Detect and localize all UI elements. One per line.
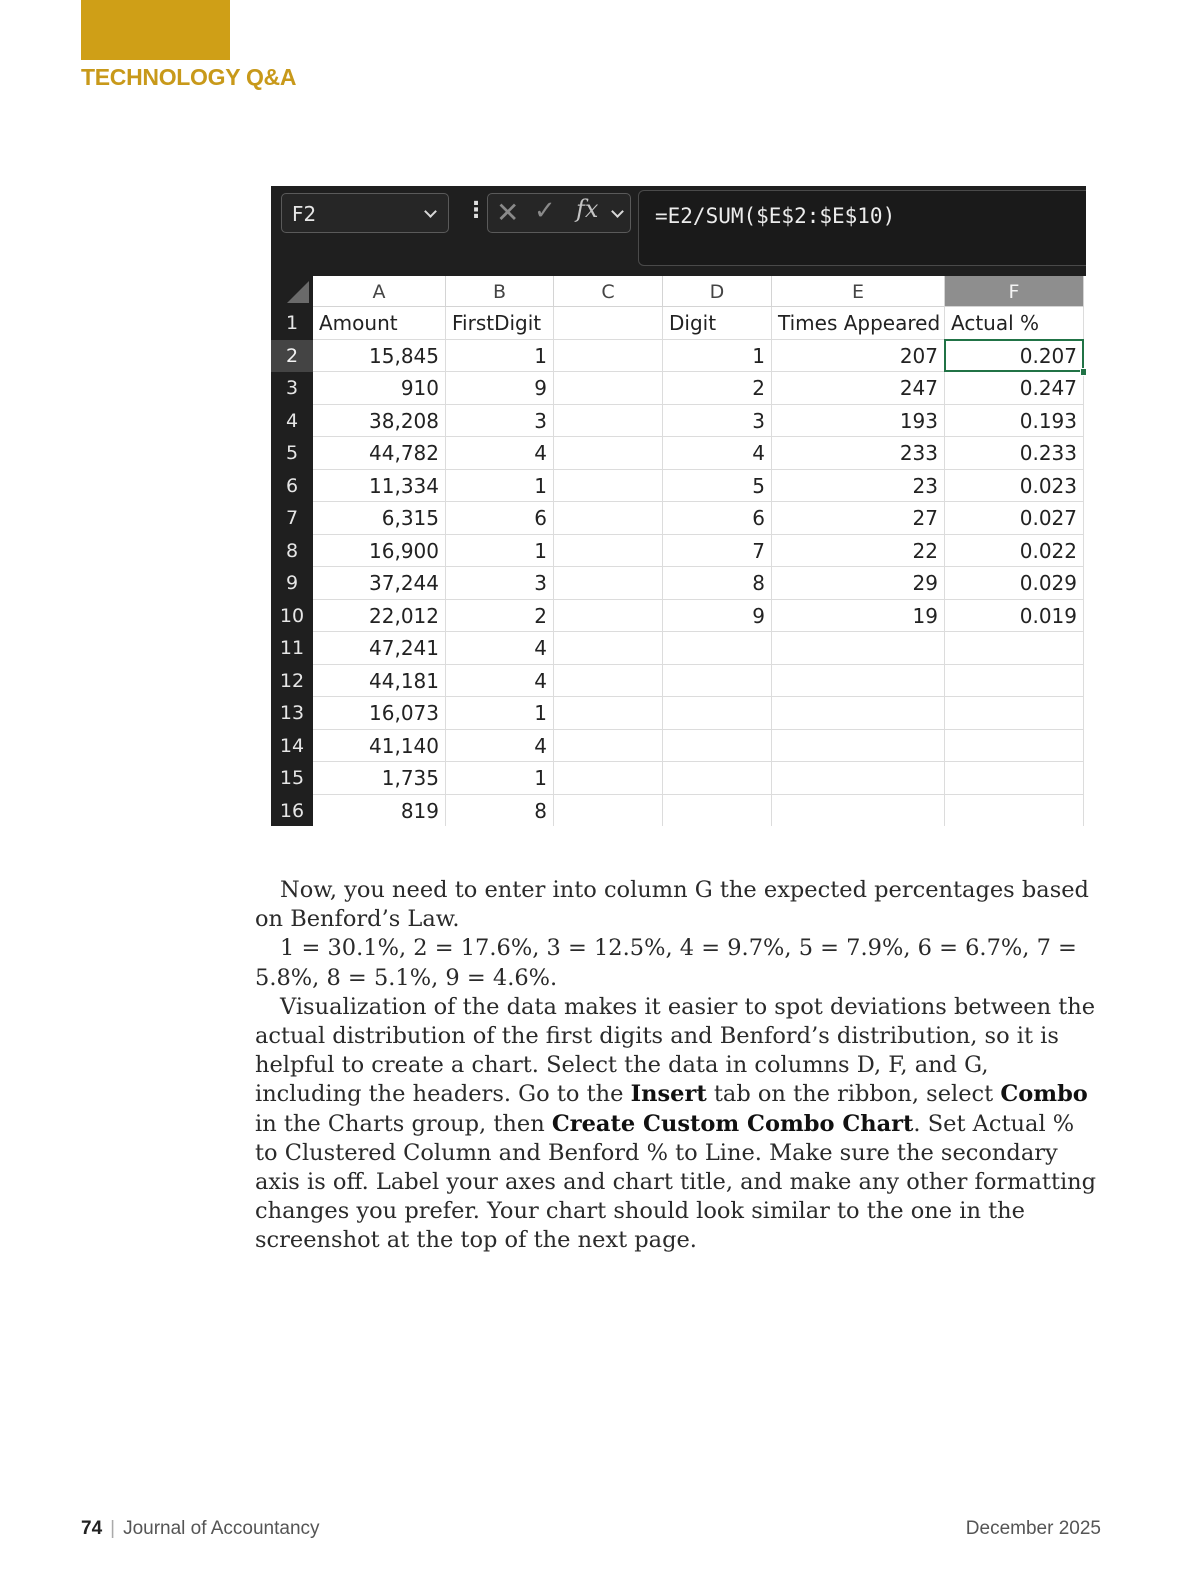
- header-cell[interactable]: FirstDigit: [446, 307, 554, 340]
- table-cell[interactable]: 5: [663, 470, 772, 503]
- row-header[interactable]: 16: [271, 795, 313, 827]
- column-header-a[interactable]: A: [313, 276, 446, 307]
- row-header[interactable]: 8: [271, 535, 313, 568]
- header-cell[interactable]: Digit: [663, 307, 772, 340]
- table-cell[interactable]: [554, 762, 663, 795]
- table-cell[interactable]: 1: [446, 470, 554, 503]
- table-cell[interactable]: [554, 535, 663, 568]
- table-cell[interactable]: [663, 665, 772, 698]
- table-cell[interactable]: 1: [663, 340, 772, 373]
- table-cell[interactable]: 1: [446, 340, 554, 373]
- table-cell[interactable]: 4: [446, 632, 554, 665]
- table-cell[interactable]: 1,735: [313, 762, 446, 795]
- footer-separator: |: [110, 1518, 116, 1539]
- bold-term: Create Custom Combo Chart: [551, 1110, 914, 1137]
- table-cell[interactable]: [663, 730, 772, 763]
- table-cell[interactable]: 8: [663, 567, 772, 600]
- footer-left: [81, 1518, 320, 1540]
- name-box[interactable]: [281, 193, 449, 233]
- table-cell[interactable]: 16,900: [313, 535, 446, 568]
- table-cell[interactable]: 1: [446, 535, 554, 568]
- spreadsheet-grid: [271, 276, 1086, 826]
- table-cell[interactable]: 207: [772, 340, 945, 373]
- table-cell[interactable]: 6: [446, 502, 554, 535]
- table-cell[interactable]: [554, 730, 663, 763]
- table-cell[interactable]: 8: [446, 795, 554, 827]
- table-cell[interactable]: [772, 632, 945, 665]
- table-cell[interactable]: 1: [446, 762, 554, 795]
- select-all-button[interactable]: [271, 276, 313, 307]
- row-header[interactable]: 12: [271, 665, 313, 698]
- table-cell[interactable]: [772, 795, 945, 827]
- table-cell[interactable]: [772, 665, 945, 698]
- header-cell[interactable]: Times Appeared: [772, 307, 945, 340]
- text-run: tab on the ribbon, select: [706, 1081, 1001, 1108]
- column-header-d[interactable]: D: [663, 276, 772, 307]
- column-header-f[interactable]: F: [945, 276, 1084, 307]
- page-number: 74: [81, 1518, 103, 1539]
- table-cell[interactable]: 41,140: [313, 730, 446, 763]
- table-cell[interactable]: [945, 697, 1084, 730]
- publication-name: Journal of Accountancy: [123, 1518, 320, 1539]
- table-cell[interactable]: [554, 372, 663, 405]
- row-header[interactable]: 3: [271, 372, 313, 405]
- table-cell[interactable]: 3: [663, 405, 772, 438]
- row-header[interactable]: 15: [271, 762, 313, 795]
- header-cell[interactable]: Amount: [313, 307, 446, 340]
- paragraph: Now, you need to enter into column G the expected percentages based on Benford’s Law.: [255, 877, 1089, 933]
- column-header-c[interactable]: C: [554, 276, 663, 307]
- formula-controls: [487, 193, 631, 233]
- table-cell[interactable]: 0.207: [945, 340, 1084, 373]
- table-cell[interactable]: 7: [663, 535, 772, 568]
- table-cell[interactable]: 4: [446, 730, 554, 763]
- row-header[interactable]: 5: [271, 437, 313, 470]
- table-cell[interactable]: 0.029: [945, 567, 1084, 600]
- table-cell[interactable]: [554, 665, 663, 698]
- row-header[interactable]: 4: [271, 405, 313, 438]
- bold-term: Insert: [630, 1081, 707, 1108]
- table-cell[interactable]: 9: [446, 372, 554, 405]
- row-header[interactable]: 14: [271, 730, 313, 763]
- formula-bar: [271, 186, 1086, 276]
- table-cell[interactable]: [663, 762, 772, 795]
- table-cell[interactable]: 44,181: [313, 665, 446, 698]
- table-cell[interactable]: 29: [772, 567, 945, 600]
- table-cell[interactable]: 0.233: [945, 437, 1084, 470]
- table-cell[interactable]: 4: [446, 665, 554, 698]
- paragraph: 1 = 30.1%, 2 = 17.6%, 3 = 12.5%, 4 = 9.7%, 5 = 7.9%, 6 = 6.7%, 7 = 5.8%, 8 = 5.1%, 9 = 4.6%.: [255, 935, 1077, 991]
- table-cell[interactable]: [945, 632, 1084, 665]
- cancel-icon[interactable]: ✕: [496, 196, 520, 229]
- table-cell[interactable]: [554, 567, 663, 600]
- article-body: [255, 876, 1100, 1256]
- table-cell[interactable]: 37,244: [313, 567, 446, 600]
- table-cell[interactable]: 0.023: [945, 470, 1084, 503]
- table-cell[interactable]: [554, 795, 663, 827]
- table-cell[interactable]: [554, 470, 663, 503]
- section-label: TECHNOLOGY Q&A: [81, 64, 297, 90]
- table-cell[interactable]: 0.193: [945, 405, 1084, 438]
- table-cell[interactable]: 2: [663, 372, 772, 405]
- table-cell[interactable]: [772, 697, 945, 730]
- column-header-b[interactable]: B: [446, 276, 554, 307]
- chevron-down-icon[interactable]: [611, 205, 624, 218]
- table-cell[interactable]: 6,315: [313, 502, 446, 535]
- row-header[interactable]: 1: [271, 307, 313, 340]
- table-cell[interactable]: [945, 795, 1084, 827]
- table-cell[interactable]: 193: [772, 405, 945, 438]
- fill-handle[interactable]: [1080, 368, 1086, 376]
- table-cell[interactable]: [554, 405, 663, 438]
- issue-date: December 2025: [965, 1518, 1101, 1539]
- enter-check-icon[interactable]: ✓: [534, 196, 556, 226]
- table-cell[interactable]: 9: [663, 600, 772, 633]
- formula-input[interactable]: [638, 190, 1086, 266]
- row-header[interactable]: 2: [271, 340, 313, 373]
- table-cell[interactable]: 47,241: [313, 632, 446, 665]
- active-cell-outline: [944, 339, 1084, 373]
- table-cell[interactable]: [945, 665, 1084, 698]
- table-cell[interactable]: [554, 437, 663, 470]
- table-cell[interactable]: [772, 762, 945, 795]
- row-header[interactable]: 10: [271, 600, 313, 633]
- column-header-e[interactable]: E: [772, 276, 945, 307]
- table-cell[interactable]: [945, 730, 1084, 763]
- header-color-bar: [81, 0, 230, 60]
- bold-term: Combo: [1000, 1081, 1088, 1108]
- table-cell[interactable]: 27: [772, 502, 945, 535]
- table-cell[interactable]: [663, 632, 772, 665]
- header-cell[interactable]: [554, 307, 663, 340]
- table-cell[interactable]: 0.027: [945, 502, 1084, 535]
- table-cell[interactable]: 233: [772, 437, 945, 470]
- table-cell[interactable]: [554, 632, 663, 665]
- table-cell[interactable]: [663, 795, 772, 827]
- table-cell[interactable]: 22: [772, 535, 945, 568]
- table-cell[interactable]: [554, 340, 663, 373]
- table-cell[interactable]: 4: [663, 437, 772, 470]
- table-cell[interactable]: [554, 600, 663, 633]
- formula-text: =E2/SUM($E$2:$E$10): [655, 204, 896, 228]
- text-run: . Set Actual % to Clustered Column and Benford % to Line. Make sure the secondary axis is off. Label your axes and chart title, and make any other formatting changes you prefer. Your chart should look similar to the one in the screenshot at the top of the next page.: [255, 1110, 1097, 1254]
- table-cell[interactable]: 4: [446, 437, 554, 470]
- table-cell[interactable]: 38,208: [313, 405, 446, 438]
- chevron-down-icon[interactable]: [424, 205, 437, 218]
- table-cell[interactable]: 3: [446, 405, 554, 438]
- row-header[interactable]: 13: [271, 697, 313, 730]
- table-cell[interactable]: 0.247: [945, 372, 1084, 405]
- row-header[interactable]: 7: [271, 502, 313, 535]
- table-cell[interactable]: [663, 697, 772, 730]
- excel-screenshot: [271, 186, 1086, 826]
- header-cell[interactable]: Actual %: [945, 307, 1084, 340]
- table-cell[interactable]: 16,073: [313, 697, 446, 730]
- table-cell[interactable]: 1: [446, 697, 554, 730]
- table-cell[interactable]: 247: [772, 372, 945, 405]
- table-cell[interactable]: 819: [313, 795, 446, 827]
- row-header[interactable]: 6: [271, 470, 313, 503]
- table-cell[interactable]: 23: [772, 470, 945, 503]
- table-cell[interactable]: 0.022: [945, 535, 1084, 568]
- more-options-icon[interactable]: ⋮: [465, 198, 487, 223]
- table-cell[interactable]: 3: [446, 567, 554, 600]
- table-cell[interactable]: 19: [772, 600, 945, 633]
- table-cell[interactable]: [554, 502, 663, 535]
- table-cell[interactable]: 15,845: [313, 340, 446, 373]
- text-run: Visualization of the data makes it easier to spot deviations between the actual distribution of the first digits and Benford’s distribution, so it is helpful to create a chart. Select the data in columns D, F, and G, including the headers. Go to the: [255, 993, 1096, 1108]
- table-cell[interactable]: [772, 730, 945, 763]
- table-cell[interactable]: [554, 697, 663, 730]
- table-cell[interactable]: 2: [446, 600, 554, 633]
- row-header[interactable]: 11: [271, 632, 313, 665]
- text-run: in the Charts group, then: [255, 1110, 552, 1137]
- table-cell[interactable]: 910: [313, 372, 446, 405]
- table-cell[interactable]: 44,782: [313, 437, 446, 470]
- table-cell[interactable]: [945, 762, 1084, 795]
- paragraph: [255, 993, 1100, 1256]
- table-cell[interactable]: 11,334: [313, 470, 446, 503]
- name-box-value: F2: [292, 202, 317, 226]
- table-cell[interactable]: 0.019: [945, 600, 1084, 633]
- row-header[interactable]: 9: [271, 567, 313, 600]
- table-cell[interactable]: 6: [663, 502, 772, 535]
- table-cell[interactable]: 22,012: [313, 600, 446, 633]
- insert-function-icon[interactable]: fx: [576, 195, 599, 223]
- select-all-icon: [287, 281, 309, 303]
